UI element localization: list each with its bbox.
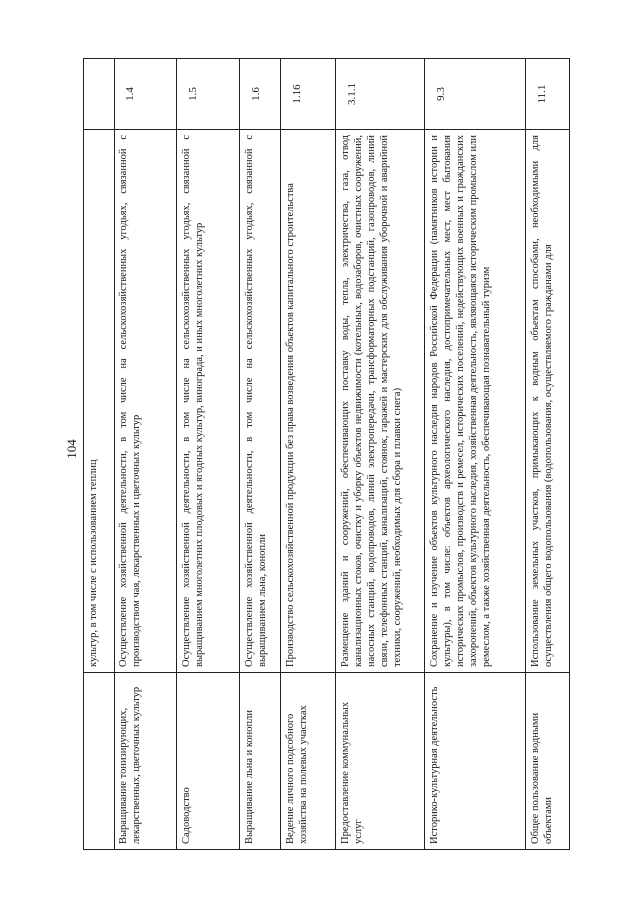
use-type-description: Использование земельных участков, примыкающих к водным объектам способами, необходимыми для осуществления общего водопользования (водопользования, осуществляемого гражданами для (526, 129, 569, 672)
use-type-code: 9.3 (435, 87, 447, 101)
use-type-name: Выращивание льна и конопли (240, 672, 280, 849)
use-type-code: 3.1.1 (346, 83, 358, 105)
table-row (336, 59, 425, 849)
use-type-description: Сохранение и изучение объектов культурного наследия народов Российской Федерации (памятников истории и культуры), в том числе: объектов археологического наследия, достопримечательных мест, мест бытования исторических промыслов, производств и ремесел, исторических поселений, недействующих военных и гражданских захоронений, объектов культурного наследия, хозяйственная деятельность, являющаяся историческим промыслом или ремеслом, а также хозяйственная деятельность, обеспечивающая познавательный туризм (425, 129, 525, 672)
use-type-code: 1.4 (124, 87, 136, 101)
use-type-name: Общее пользование водными объектами (526, 672, 569, 849)
use-type-description: культур, в том числе с использованием теплиц (84, 129, 114, 672)
table-row (83, 59, 115, 849)
table-row (240, 59, 281, 849)
use-type-description: Размещение зданий и сооружений, обеспечивающих поставку воды, тепла, электричества, газа, отвод канализационных стоков, очистку и уборку объектов недвижимости (котельных, водозаборов, очистных сооружений, насосных станций, водопроводов, линий электропередачи, трансформаторных подстанций, газопроводов, линий связи, телефонных станций, канализаций, стоянок, гаражей и мастерских для обслуживания уборочной и аварийной техники, сооружений, необходимых для сбора и плавки снега) (336, 129, 424, 672)
land-use-table (83, 58, 570, 850)
use-type-name: Предоставление коммунальных услуг (336, 672, 424, 849)
use-type-code (84, 59, 114, 129)
page-number: 104 (64, 439, 79, 459)
use-type-name (84, 672, 114, 849)
use-type-description: Осуществление хозяйственной деятельности, в том числе на сельскохозяйственных угодьях, связанной с выращиванием многолетних плодовых и ягодных культур, винограда, и иных многолетних культур (177, 129, 239, 672)
table-row (526, 59, 570, 849)
use-type-description: Производство сельскохозяйственной продукции без права возведения объектов капитального строительства (281, 129, 335, 672)
use-type-name: Ведение личного подсобного хозяйства на полевых участках (281, 672, 335, 849)
use-type-description: Осуществление хозяйственной деятельности, в том числе на сельскохозяйственных угодьях, связанной с производством чая, лекарственных и цветочных культур (114, 129, 176, 672)
table-row (177, 59, 240, 849)
use-type-code: 1.5 (187, 87, 199, 101)
use-type-code: 11.1 (536, 84, 548, 104)
use-type-name: Историко-культурная деятельность (425, 672, 525, 849)
use-type-code: 1.16 (291, 84, 303, 104)
use-type-description: Осуществление хозяйственной деятельности, в том числе на сельскохозяйственных угодьях, связанной с выращиванием льна, конопли (240, 129, 280, 672)
table-row (281, 59, 336, 849)
table-row (425, 59, 526, 849)
table-row (114, 59, 177, 849)
use-type-name: Выращивание тонизирующих, лекарственных, цветочных культур (114, 672, 176, 849)
use-type-name: Садоводство (177, 672, 239, 849)
use-type-code: 1.6 (250, 87, 262, 101)
